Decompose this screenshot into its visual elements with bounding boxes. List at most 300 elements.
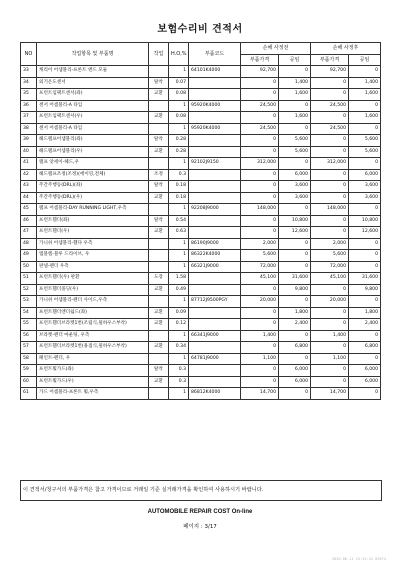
cell-labor-before: 0 (279, 250, 311, 262)
cell-position: 교환 (149, 319, 169, 331)
cell-labor-after: 0 (349, 100, 381, 112)
cell-parts-price-after: 0 (311, 89, 349, 101)
cell-position: 탈착 (149, 215, 169, 227)
cell-no: 38 (21, 123, 37, 135)
cell-position (149, 204, 169, 216)
cell-labor-before: 6,000 (279, 365, 311, 377)
cell-no: 43 (21, 181, 37, 193)
cell-ho: 0.08 (169, 112, 189, 124)
cell-parts-price-before: 92,700 (241, 66, 279, 78)
cell-labor-before: 0 (279, 330, 311, 342)
header-item: 작업항목 및 부품명 (37, 43, 149, 66)
cell-labor-after: 2,400 (349, 319, 381, 331)
cell-part-code: 86190J9000 (189, 238, 241, 250)
table-body (21, 66, 381, 400)
cell-labor-before: 3,600 (279, 192, 311, 204)
table-row (21, 215, 381, 227)
table-row (21, 100, 381, 112)
cell-labor-after: 12,600 (349, 227, 381, 239)
cell-no: 34 (21, 77, 37, 89)
table-row (21, 77, 381, 89)
cell-no: 44 (21, 192, 37, 204)
cell-parts-price-after: 0 (311, 112, 349, 124)
cell-no: 50 (21, 261, 37, 273)
cell-parts-price-before: 24,500 (241, 100, 279, 112)
cell-labor-after: 0 (349, 330, 381, 342)
cell-parts-price-before: 0 (241, 169, 279, 181)
cell-part-code: 92102J9150 (189, 158, 241, 170)
cell-part-code: 64781J9000 (189, 353, 241, 365)
cell-parts-price-before: 72,000 (241, 261, 279, 273)
cell-parts-price-after: 24,500 (311, 100, 349, 112)
cell-ho: 1 (169, 204, 189, 216)
cell-parts-price-before: 5,600 (241, 250, 279, 262)
cell-item-name: 프런트휀더브라켓1번(조립식,될하우스부착) (37, 319, 149, 331)
cell-item-name: 가드 어셈블리-프론트 휠,우측 (37, 388, 149, 400)
cell-part-code (189, 307, 241, 319)
cell-item-name: 가니쉬 어셈블리-휀다 우측 (37, 238, 149, 250)
cell-ho: 0.18 (169, 192, 189, 204)
cell-item-name: 엠블렘-블루 드라이브, 우 (37, 250, 149, 262)
header-no: NO (21, 43, 37, 66)
cell-labor-after: 6,000 (349, 365, 381, 377)
cell-labor-before: 3,600 (279, 181, 311, 193)
cell-no: 37 (21, 112, 37, 124)
cell-labor-after: 1,800 (349, 307, 381, 319)
cell-parts-price-before: 0 (241, 112, 279, 124)
cell-no: 61 (21, 388, 37, 400)
header-code: 부품코드 (189, 43, 241, 66)
cell-labor-before: 9,800 (279, 284, 311, 296)
cell-parts-price-before: 0 (241, 227, 279, 239)
cell-position: 탈착 (149, 135, 169, 147)
cell-parts-price-after: 148,000 (311, 204, 349, 216)
cell-item-name: 프런트휀더(좌) (37, 215, 149, 227)
cell-part-code (189, 376, 241, 388)
cell-no: 51 (21, 273, 37, 285)
table-row (21, 388, 381, 400)
header-labor-after: 공임 (349, 54, 381, 66)
cell-position (149, 158, 169, 170)
table-row (21, 376, 381, 388)
table-row (21, 330, 381, 342)
cell-labor-after: 0 (349, 388, 381, 400)
cell-item-name: 프런트휀더몰딩(우) (37, 284, 149, 296)
cell-part-code: 86322K4000 (189, 250, 241, 262)
cell-parts-price-before: 24,500 (241, 123, 279, 135)
cell-no: 57 (21, 342, 37, 354)
cell-parts-price-after: 312,000 (311, 158, 349, 170)
cell-labor-before: 12,600 (279, 227, 311, 239)
cell-parts-price-after: 1,400 (311, 330, 349, 342)
table-row (21, 353, 381, 365)
cell-ho: 1 (169, 353, 189, 365)
cell-labor-after: 6,000 (349, 376, 381, 388)
cell-position: 탈착 (149, 77, 169, 89)
cell-parts-price-after: 45,100 (311, 273, 349, 285)
cell-parts-price-after: 2,000 (311, 238, 349, 250)
cell-no: 56 (21, 330, 37, 342)
cell-item-name: 주간주행등(DRL)(좌) (37, 181, 149, 193)
table-row (21, 158, 381, 170)
cell-parts-price-after: 0 (311, 342, 349, 354)
cell-parts-price-before: 2,000 (241, 238, 279, 250)
cell-no: 59 (21, 365, 37, 377)
cell-position: 교환 (149, 146, 169, 158)
cell-part-code (189, 146, 241, 158)
cell-position (149, 296, 169, 308)
cell-position (149, 388, 169, 400)
cell-parts-price-before: 0 (241, 192, 279, 204)
cell-parts-price-before: 0 (241, 89, 279, 101)
cell-item-name: 프런트휠가드(좌) (37, 365, 149, 377)
cell-parts-price-after: 24,500 (311, 123, 349, 135)
cell-parts-price-before: 312,000 (241, 158, 279, 170)
cell-ho: 1 (169, 250, 189, 262)
table-row (21, 227, 381, 239)
footer-title: AUTOMOBILE REPAIR COST On-line (147, 509, 253, 515)
cell-parts-price-after: 0 (311, 227, 349, 239)
cell-position: 교환 (149, 192, 169, 204)
table-row (21, 135, 381, 147)
cell-labor-before: 0 (279, 296, 311, 308)
cell-labor-before: 0 (279, 100, 311, 112)
cell-parts-price-after: 5,600 (311, 250, 349, 262)
cell-ho: 0.49 (169, 284, 189, 296)
header-after: 손해 사정후 (311, 43, 381, 55)
cell-parts-price-before: 0 (241, 319, 279, 331)
cell-part-code (189, 342, 241, 354)
disclaimer-note: 이 견적서/청구서의 부품가격은 참고 가격이므로 거래일 기준 실거래가격을 확인하여 사용하시기 바랍니다. (20, 480, 382, 501)
cell-part-code: 64101K4000 (189, 66, 241, 78)
table-row (21, 273, 381, 285)
cell-ho: 0.12 (169, 319, 189, 331)
cell-parts-price-after: 1,100 (311, 353, 349, 365)
cell-ho: 0.18 (169, 181, 189, 193)
cell-ho: 1 (169, 158, 189, 170)
cell-item-name: 프런트임팩트센서(우) (37, 112, 149, 124)
cell-item-name: 브라켓-펜더 마운팅, 우측 (37, 330, 149, 342)
cell-labor-before: 6,000 (279, 376, 311, 388)
cell-ho: 0.07 (169, 77, 189, 89)
cell-labor-after: 9,800 (349, 284, 381, 296)
cell-no: 49 (21, 250, 37, 262)
cell-parts-price-after: 0 (311, 77, 349, 89)
cell-position (149, 238, 169, 250)
cell-labor-after: 6,000 (349, 169, 381, 181)
cell-ho: 0.3 (169, 169, 189, 181)
cell-no: 48 (21, 238, 37, 250)
cell-labor-before: 5,600 (279, 146, 311, 158)
cell-parts-price-before: 148,000 (241, 204, 279, 216)
header-ho: H.O,% (169, 43, 189, 66)
cell-part-code: 66341J9000 (189, 330, 241, 342)
cell-no: 42 (21, 169, 37, 181)
cell-labor-before: 1,600 (279, 89, 311, 101)
cell-labor-before: 0 (279, 353, 311, 365)
cell-labor-after: 0 (349, 238, 381, 250)
cell-no: 35 (21, 89, 37, 101)
cell-labor-before: 6,800 (279, 342, 311, 354)
cell-parts-price-after: 0 (311, 192, 349, 204)
cell-labor-before: 0 (279, 261, 311, 273)
cell-item-name: 패인트-펜더, 우 (37, 353, 149, 365)
cell-item-name: 외기온도센서 (37, 77, 149, 89)
cell-item-name: 프런트휀더브라켓1번(용접식,될하우스부착) (37, 342, 149, 354)
cell-parts-price-after: 0 (311, 215, 349, 227)
cell-labor-before: 1,800 (279, 307, 311, 319)
cell-ho: 0.54 (169, 215, 189, 227)
table-row (21, 146, 381, 158)
cell-part-code (189, 181, 241, 193)
cell-item-name: 헤드램프조정(조정)(에이밍,전체) (37, 169, 149, 181)
table-row (21, 238, 381, 250)
cell-no: 53 (21, 296, 37, 308)
table-row (21, 365, 381, 377)
cell-position: 조정 (149, 169, 169, 181)
cell-labor-after: 1,600 (349, 112, 381, 124)
cell-labor-before: 0 (279, 66, 311, 78)
cell-labor-before: 0 (279, 238, 311, 250)
cell-no: 55 (21, 319, 37, 331)
cell-part-code (189, 284, 241, 296)
cell-position: 도장 (149, 273, 169, 285)
cell-labor-before: 6,000 (279, 169, 311, 181)
table-header (21, 43, 381, 66)
cell-parts-price-before: 0 (241, 181, 279, 193)
cell-ho: 1 (169, 296, 189, 308)
cell-labor-after: 0 (349, 261, 381, 273)
cell-position (149, 330, 169, 342)
cell-ho: 1 (169, 330, 189, 342)
cell-part-code: 86812K4000 (189, 388, 241, 400)
cell-parts-price-after: 0 (311, 365, 349, 377)
cell-parts-price-after: 92,700 (311, 66, 349, 78)
cell-parts-price-before: 45,100 (241, 273, 279, 285)
cell-no: 45 (21, 204, 37, 216)
cell-position: 교환 (149, 284, 169, 296)
cell-no: 47 (21, 227, 37, 239)
cell-no: 54 (21, 307, 37, 319)
table-row (21, 250, 381, 262)
table-row (21, 192, 381, 204)
cell-parts-price-after: 0 (311, 319, 349, 331)
cell-position: 교환 (149, 307, 169, 319)
cell-ho: 1 (169, 66, 189, 78)
cell-part-code (189, 169, 241, 181)
table-row (21, 181, 381, 193)
document-title: 보험수리비 견적서 (157, 24, 243, 35)
cell-item-name: 헤드램프어셈블리(우) (37, 146, 149, 158)
cell-labor-before: 0 (279, 158, 311, 170)
page-number: 페이지 : 3/17 (183, 524, 217, 530)
cell-parts-price-before: 0 (241, 284, 279, 296)
cell-part-code (189, 192, 241, 204)
header-labor-before: 공임 (279, 54, 311, 66)
cell-part-code: 66321J9000 (189, 261, 241, 273)
cell-position (149, 261, 169, 273)
cell-position: 탈착 (149, 365, 169, 377)
cell-position (149, 66, 169, 78)
cell-ho: 0.34 (169, 342, 189, 354)
cell-item-name: 가니쉬 어셈블리-펜더 사이드,우측 (37, 296, 149, 308)
cell-part-code (189, 319, 241, 331)
table-row (21, 319, 381, 331)
cell-no: 36 (21, 100, 37, 112)
cell-ho: 1 (169, 123, 189, 135)
cell-item-name: 프런트휀더(우) 판환 (37, 273, 149, 285)
cell-parts-price-before: 0 (241, 135, 279, 147)
cell-ho: 0.3 (169, 365, 189, 377)
cell-parts-price-after: 0 (311, 181, 349, 193)
cell-no: 46 (21, 215, 37, 227)
table-row (21, 204, 381, 216)
header-parts-price-before: 부품가격 (241, 54, 279, 66)
cell-parts-price-before: 0 (241, 376, 279, 388)
cell-parts-price-after: 0 (311, 135, 349, 147)
cell-ho: 1 (169, 388, 189, 400)
cell-parts-price-after: 0 (311, 376, 349, 388)
table-row (21, 307, 381, 319)
header-before: 손해 사정전 (241, 43, 311, 55)
cell-labor-after: 10,800 (349, 215, 381, 227)
cell-labor-before: 1,600 (279, 112, 311, 124)
cell-parts-price-before: 14,700 (241, 388, 279, 400)
cell-labor-before: 0 (279, 388, 311, 400)
cell-ho: 1 (169, 238, 189, 250)
cell-labor-before: 2,400 (279, 319, 311, 331)
cell-position: 교환 (149, 376, 169, 388)
cell-labor-before: 1,400 (279, 77, 311, 89)
cell-labor-after: 1,600 (349, 89, 381, 101)
cell-position (149, 100, 169, 112)
cell-parts-price-before: 0 (241, 342, 279, 354)
cell-part-code (189, 89, 241, 101)
cell-part-code (189, 112, 241, 124)
cell-item-name: 프런트휠가드(우) (37, 376, 149, 388)
cell-position (149, 353, 169, 365)
cell-part-code (189, 135, 241, 147)
cell-no: 60 (21, 376, 37, 388)
cell-labor-before: 10,800 (279, 215, 311, 227)
cell-labor-after: 5,600 (349, 146, 381, 158)
cell-labor-after: 0 (349, 353, 381, 365)
cell-item-name: 센서 어셈블리-A 타입 (37, 123, 149, 135)
cell-item-name: 프런트휀더엔더쉴드(좌) (37, 307, 149, 319)
cell-labor-after: 0 (349, 123, 381, 135)
estimate-table (20, 42, 381, 400)
cell-labor-after: 1,400 (349, 77, 381, 89)
cell-parts-price-after: 0 (311, 169, 349, 181)
cell-parts-price-before: 1,400 (241, 330, 279, 342)
cell-item-name: 램프 앗세이-헤드,우 (37, 158, 149, 170)
cell-no: 52 (21, 284, 37, 296)
table-row (21, 296, 381, 308)
cell-labor-after: 3,600 (349, 181, 381, 193)
cell-part-code (189, 77, 241, 89)
cell-part-code (189, 227, 241, 239)
cell-part-code: 92208J9000 (189, 204, 241, 216)
cell-labor-before: 5,600 (279, 135, 311, 147)
cell-no: 58 (21, 353, 37, 365)
cell-labor-after: 0 (349, 250, 381, 262)
cell-part-code: 95920K4000 (189, 123, 241, 135)
table-row (21, 66, 381, 78)
cell-no: 40 (21, 146, 37, 158)
cell-parts-price-after: 0 (311, 307, 349, 319)
cell-part-code (189, 273, 241, 285)
table-row (21, 342, 381, 354)
cell-ho: 0.3 (169, 376, 189, 388)
cell-ho: 0.63 (169, 227, 189, 239)
cell-parts-price-after: 0 (311, 284, 349, 296)
cell-labor-before: 0 (279, 123, 311, 135)
cell-ho: 0.28 (169, 135, 189, 147)
cell-ho: 1.58 (169, 273, 189, 285)
cell-part-code (189, 215, 241, 227)
cell-part-code: 95920K4000 (189, 100, 241, 112)
cell-item-name: 센서 어셈블리-A 타입 (37, 100, 149, 112)
cell-ho: 1 (169, 261, 189, 273)
cell-ho: 1 (169, 100, 189, 112)
cell-position: 탈착 (149, 181, 169, 193)
cell-position (149, 250, 169, 262)
cell-labor-after: 0 (349, 204, 381, 216)
print-stamp: 2020-06-11 15:31:41 03574 (331, 557, 386, 561)
cell-parts-price-after: 14,700 (311, 388, 349, 400)
cell-no: 41 (21, 158, 37, 170)
cell-parts-price-before: 0 (241, 365, 279, 377)
table-row (21, 284, 381, 296)
cell-position: 교환 (149, 89, 169, 101)
cell-item-name: 판넬-펜더 우측 (37, 261, 149, 273)
cell-ho: 0.09 (169, 307, 189, 319)
cell-parts-price-before: 1,100 (241, 353, 279, 365)
cell-position (149, 123, 169, 135)
table-row (21, 123, 381, 135)
cell-item-name: 램프 어셈블리-DAY RUNNING LIGHT,우측 (37, 204, 149, 216)
cell-position: 교환 (149, 227, 169, 239)
cell-ho: 0.08 (169, 89, 189, 101)
table-row (21, 89, 381, 101)
header-parts-price-after: 부품가격 (311, 54, 349, 66)
cell-parts-price-after: 0 (311, 146, 349, 158)
cell-parts-price-before: 0 (241, 77, 279, 89)
cell-part-code: 87712J9500PGY (189, 296, 241, 308)
cell-labor-before: 0 (279, 204, 311, 216)
cell-part-code (189, 365, 241, 377)
cell-position: 교환 (149, 342, 169, 354)
cell-parts-price-before: 0 (241, 307, 279, 319)
cell-labor-after: 5,600 (349, 135, 381, 147)
cell-labor-after: 6,800 (349, 342, 381, 354)
cell-labor-after: 0 (349, 296, 381, 308)
cell-no: 33 (21, 66, 37, 78)
cell-item-name: 헤드램프어셈블리(좌) (37, 135, 149, 147)
cell-item-name: 주간주행등(DRL)(우) (37, 192, 149, 204)
cell-labor-after: 31,600 (349, 273, 381, 285)
table-row (21, 112, 381, 124)
cell-labor-before: 31,600 (279, 273, 311, 285)
table-row (21, 261, 381, 273)
cell-no: 39 (21, 135, 37, 147)
cell-ho: 0.28 (169, 146, 189, 158)
cell-parts-price-before: 20,000 (241, 296, 279, 308)
cell-parts-price-after: 20,000 (311, 296, 349, 308)
cell-labor-after: 0 (349, 158, 381, 170)
cell-item-name: 캐리어 어셈블리-프론트 엔드 모듈 (37, 66, 149, 78)
cell-labor-after: 0 (349, 66, 381, 78)
